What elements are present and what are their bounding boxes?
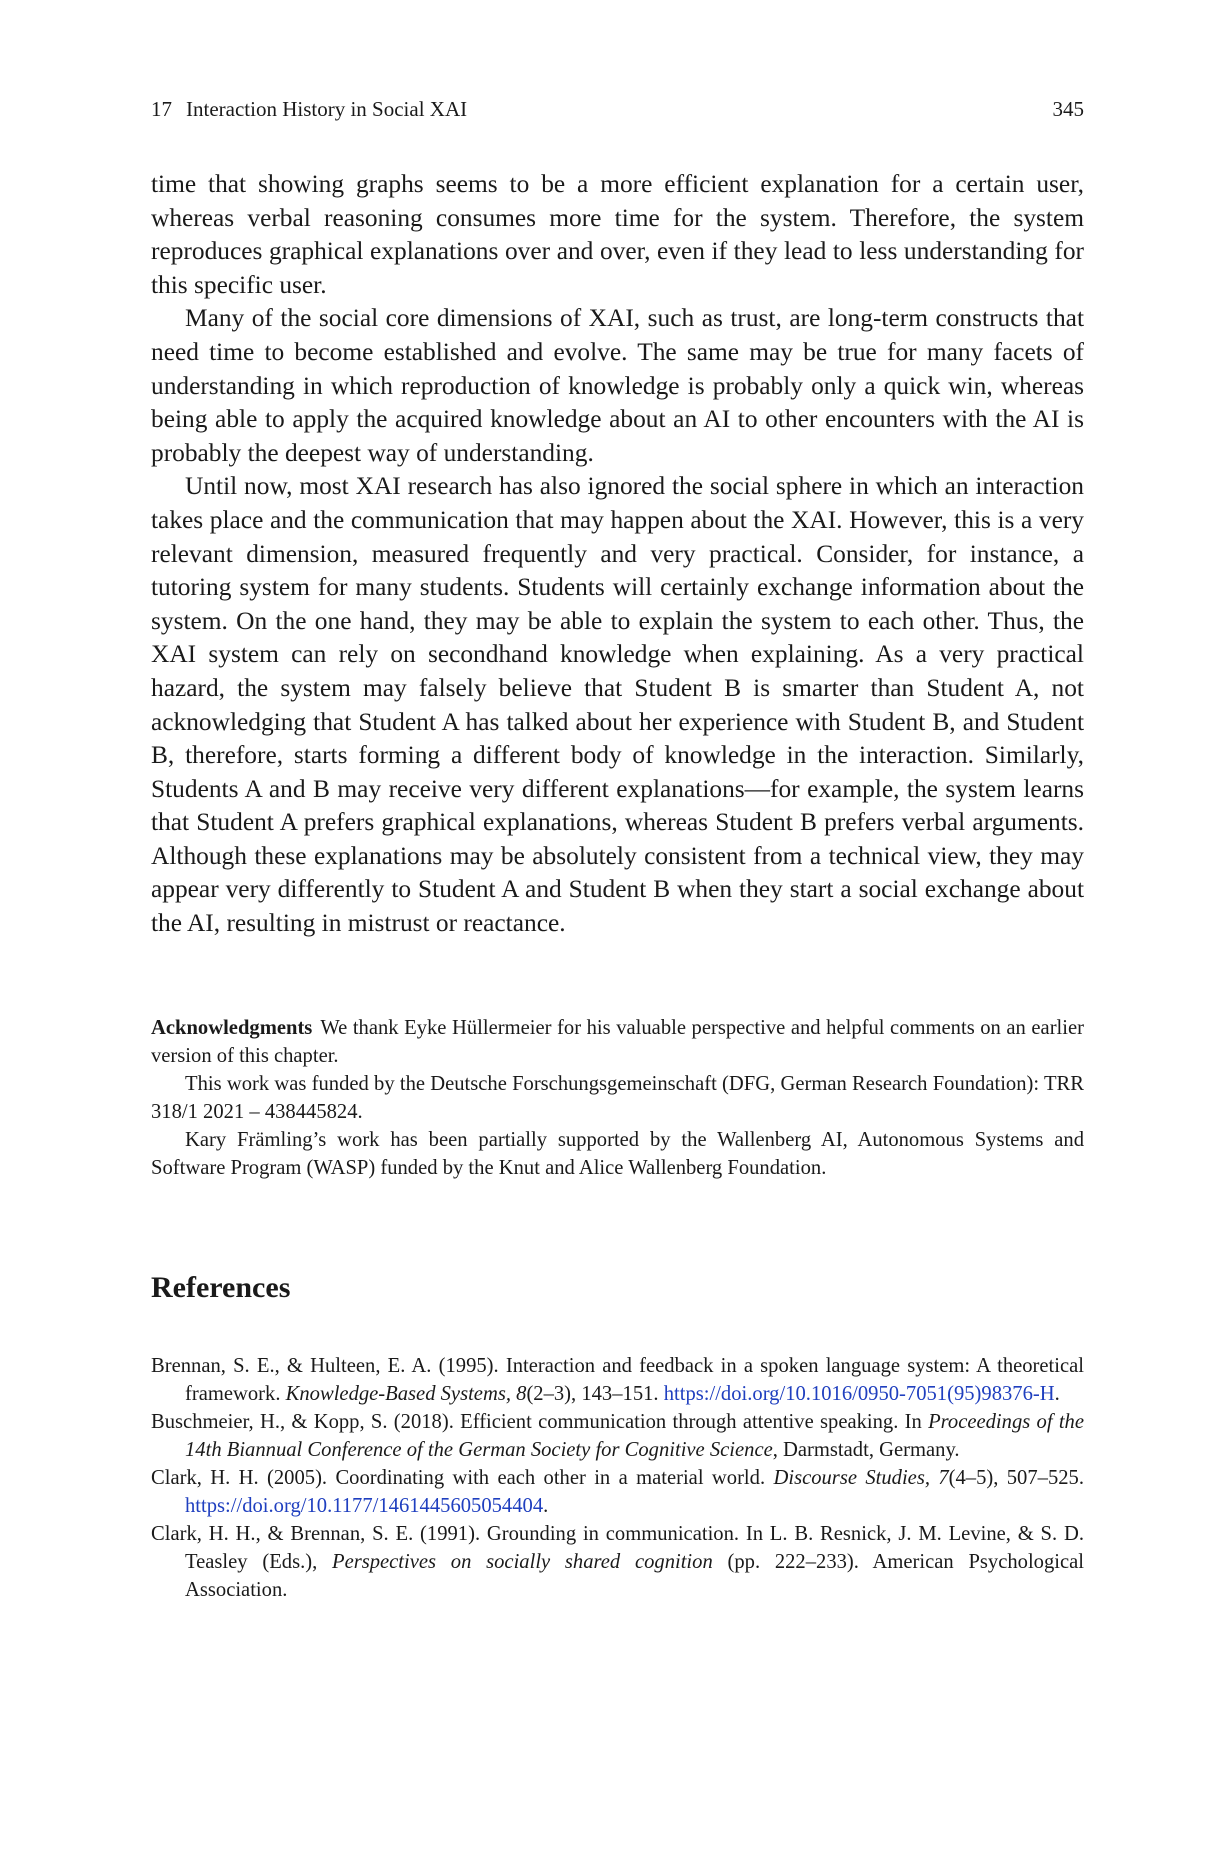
acknowledgments-paragraph: This work was funded by the Deutsche Forschungsgemeinschaft (DFG, German Research Foundation): TRR 318/1 2021 – 438445824. xyxy=(151,1073,1084,1123)
acknowledgments-heading: Acknowledgments xyxy=(151,1017,313,1039)
body-text xyxy=(151,168,1084,941)
reference-text: (4–5), 507–525. xyxy=(948,1467,1084,1489)
chapter-title: Interaction History in Social XAI xyxy=(186,97,468,121)
reference-item xyxy=(151,1352,1084,1408)
reference-journal: Perspectives on socially shared cognition xyxy=(331,1551,713,1573)
reference-item xyxy=(151,1464,1084,1520)
acknowledgments-section xyxy=(151,1014,1084,1182)
running-head xyxy=(151,96,1084,122)
reference-item xyxy=(151,1408,1084,1464)
reference-text: , Darmstadt, Germany. xyxy=(772,1439,960,1461)
reference-text: . xyxy=(1054,1383,1060,1405)
acknowledgments-text: We thank Eyke Hüllermeier for his valuable perspective and helpful comments on an earlier version of this chapter. xyxy=(151,1017,1084,1067)
reference-text: Buschmeier, H., & Kopp, S. (2018). Efficient communication through attentive speaking. In xyxy=(151,1411,929,1433)
reference-text: (pp. 222–233). American Psychological Association. xyxy=(185,1551,1084,1601)
reference-text: Clark, H. H., & Brennan, S. E. (1991). Grounding in communication. In L. B. Resnick, J. M. Levine, & S. D. Teasley (Eds.), xyxy=(151,1523,1084,1573)
references-list xyxy=(151,1352,1084,1604)
reference-item xyxy=(151,1520,1084,1604)
reference-text: Clark, H. H. (2005). Coordinating with each other in a material world. xyxy=(151,1467,774,1489)
chapter-number: 17 xyxy=(151,97,172,121)
acknowledgments-paragraph: Kary Främling’s work has been partially supported by the Wallenberg AI, Autonomous Systems and Software Program (WASP) funded by the Knut and Alice Wallenberg Foundation. xyxy=(151,1129,1084,1179)
reference-text: Brennan, S. E., & Hulteen, E. A. (1995). Interaction and feedback in a spoken language system: A theoretical framework. xyxy=(151,1355,1084,1405)
page-number: 345 xyxy=(1052,97,1084,121)
reference-journal: Proceedings of the 14th Biannual Conference of the German Society for Cognitive Science xyxy=(185,1411,1084,1461)
doi-link[interactable]: https://doi.org/10.1016/0950-7051(95)98376-H xyxy=(663,1383,1055,1405)
reference-journal: Discourse Studies, 7 xyxy=(773,1467,949,1489)
reference-text: (2–3), 143–151. xyxy=(526,1383,664,1405)
references-heading: References xyxy=(151,1271,291,1304)
body-paragraph: Until now, most XAI research has also ignored the social sphere in which an interaction takes place and the communication that may happen about the XAI. However, this is a very relevant dimension, measured frequently and very practical. Consider, for instance, a tutoring system for many students. Students will certainly exchange information about the system. On the one hand, they may be able to explain the system to each other. Thus, the XAI system can rely on secondhand knowledge when explaining. As a very practical hazard, the system may falsely believe that Student B is smarter than Student A, not acknowledging that Student A has talked about her experience with Student B, and Student B, therefore, starts forming a different body of knowledge in the interaction. Similarly, Students A and B may receive very different explanations—for example, the system learns that Student A prefers graphical explanations, whereas Student B prefers verbal arguments. Although these explanations may be absolutely consistent from a technical view, they may appear very differently to Student A and Student B when they start a social exchange about the AI, resulting in mistrust or reactance. xyxy=(151,472,1084,938)
reference-text: . xyxy=(543,1495,549,1517)
running-head-left xyxy=(151,96,467,122)
doi-link[interactable]: https://doi.org/10.1177/1461445605054404 xyxy=(185,1495,544,1517)
body-paragraph: time that showing graphs seems to be a more efficient explanation for a certain user, whereas verbal reasoning consumes more time for the system. Therefore, the system reproduces graphical explanations over and over, even if they lead to less understanding for this specific user. xyxy=(151,170,1084,299)
body-paragraph: Many of the social core dimensions of XAI, such as trust, are long-term constructs that need time to become established and evolve. The same may be true for many facets of understanding in which reproduction of knowledge is probably only a quick win, whereas being able to apply the acquired knowledge about an AI to other encounters with the AI is probably the deepest way of understanding. xyxy=(151,304,1084,467)
acknowledgments-paragraph xyxy=(151,1014,1084,1070)
reference-journal: Knowledge-Based Systems, 8 xyxy=(285,1383,527,1405)
